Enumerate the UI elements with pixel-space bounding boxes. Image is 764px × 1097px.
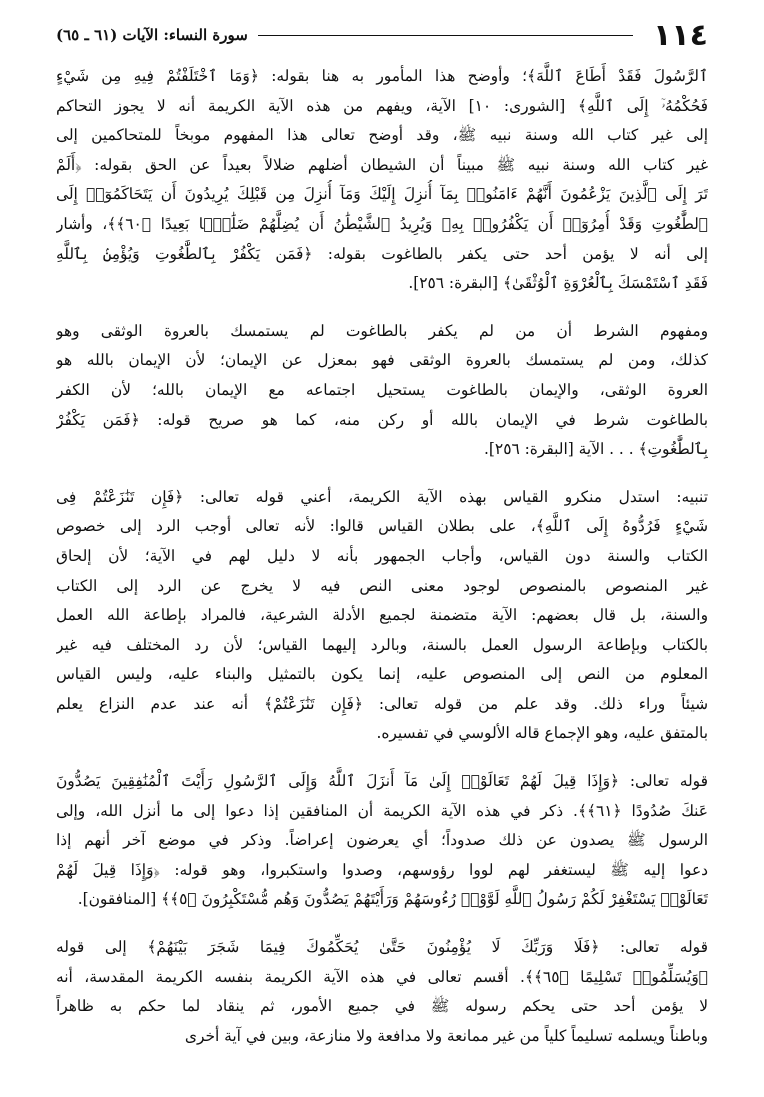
text-line: إلى غير كتاب الله وسنة نبيه ﷺ، وقد أوضح تعالى هذا المفهوم موبخاً للمتحاكمين إلى	[56, 126, 708, 145]
text-line: ٱلطَّٰغُوتِ وَقَدْ أُمِرُوٓا۟ أَن يَكْفُرُوا۟ بِهِۦ وَيُرِيدُ ٱلشَّيْطَٰنُ أَن يُضِلَّهُمْ ضَلَٰلًۢا بَعِيدًا ﴿٦٠﴾﴾، وأشار	[56, 214, 708, 233]
text-line: غير كتاب الله وسنة نبيه ﷺ مبيناً أن الشيطان أضلهم ضلالاً بعيداً عن الحق بقوله: ﴿أَلَمْ	[56, 155, 708, 174]
header-rule	[258, 35, 633, 36]
text-line: تَرَ إِلَى ٱلَّذِينَ يَزْعُمُونَ أَنَّهُمْ ءَامَنُوا۟ بِمَآ أُنزِلَ إِلَيْكَ وَمَآ أُنزِلَ مِن قَبْلِكَ يُرِيدُونَ أَن يَتَحَاكَمُوٓا۟ إِلَى	[56, 185, 708, 204]
text-line: شَيْءٍ فَرُدُّوهُ إِلَى ٱللَّهِ﴾، على بطلان القياس قالوا: لأنه تعالى أوجب الرد إلى خصوص	[56, 517, 708, 536]
text-line: بالمتفق عليه، وهو الإجماع قاله الألوسي في تفسيره.	[376, 724, 708, 743]
text-line: تنبيه: استدل منكرو القياس بهذه الآية الكريمة، أعني قوله تعالى: ﴿فَإِن تَنَٰزَعْتُمْ فِى	[56, 487, 708, 506]
text-line: المعلوم من النص إلى المنصوص عليه، إنما يكون بالتمثيل والبناء عليه، وليس القياس	[56, 665, 708, 684]
page-body	[56, 62, 708, 1069]
text-line: بالكتاب وبإطاعة الرسول العمل بالسنة، وبالرد إليهما القياس؛ لأن رد المختلف فيه غير	[56, 635, 708, 654]
text-line: عَنكَ صُدُودًا ﴿٦١﴾﴾. ذكر في هذه الآية الكريمة أن المنافقين إذا دعوا إلى ما أنزل الله، وإلى	[56, 801, 708, 820]
text-line: تَعَالَوْا۟ يَسْتَغْفِرْ لَكُمْ رَسُولُ ٱللَّهِ لَوَّوْا۟ رُءُوسَهُمْ وَرَأَيْتَهُمْ يَصُدُّونَ وَهُم مُّسْتَكْبِرُونَ ﴿٥﴾﴾ [المنافقون].	[77, 890, 708, 909]
paragraph	[56, 483, 708, 749]
page-header	[56, 18, 708, 52]
text-line: لا يؤمن أحد حتى يحكم رسوله ﷺ في جميع الأمور، ثم ينقاد لما حكم به ظاهراً	[56, 997, 708, 1016]
text-line: الكتاب والسنة دون القياس، وأجاب الجمهور بأنه لا دليل لهم في الآية؛ لأن إلحاق	[56, 546, 708, 565]
text-line: قوله تعالى: ﴿فَلَا وَرَبِّكَ لَا يُؤْمِنُونَ حَتَّىٰ يُحَكِّمُوكَ فِيمَا شَجَرَ بَيْنَهُمْ﴾ إلى قوله	[56, 938, 708, 957]
text-line: فَحُكْمُهُۥٓ إِلَى ٱللَّهِ﴾ [الشورى: ١٠] الآية، ويفهم من هذه الآية الكريمة أنه لا يجوز التحاكم	[56, 96, 708, 115]
text-line: ٱلرَّسُولَ فَقَدْ أَطَاعَ ٱللَّهَ﴾؛ وأوضح هذا المأمور به هنا بقوله: ﴿وَمَا ٱخْتَلَفْتُمْ فِيهِ مِن شَيْءٍ	[56, 67, 708, 85]
running-title: سورة النساء: الآيات (٦١ ـ ٦٥)	[56, 26, 248, 44]
text-line: ومفهوم الشرط أن من لم يكفر بالطاغوت لم يستمسك بالعروة الوثقى وهو	[56, 321, 708, 340]
text-line: ﴿وَيُسَلِّمُوا۟ تَسْلِيمًا ﴿٦٥﴾﴾. أقسم تعالى في هذه الآية الكريمة بنفسه الكريمة المقدسة، أنه	[56, 967, 708, 986]
text-line: غير المنصوص بالمنصوص لوجود معنى النص فيه لا يخرج عن الرد إلى الكتاب	[56, 576, 708, 595]
text-line: إلى أنه لا يؤمن أحد حتى يكفر بالطاغوت بقوله: ﴿فَمَن يَكْفُرْ بِٱلطَّٰغُوتِ وَيُؤْمِنۢ بِٱللَّهِ	[56, 244, 708, 263]
text-line: قوله تعالى: ﴿وَإِذَا قِيلَ لَهُمْ تَعَالَوْا۟ إِلَىٰ مَآ أَنزَلَ ٱللَّهُ وَإِلَى ٱلرَّسُولِ رَأَيْتَ ٱلْمُنَٰفِقِينَ يَصُدُّونَ	[56, 772, 708, 791]
text-line: فَقَدِ ٱسْتَمْسَكَ بِٱلْعُرْوَةِ ٱلْوُثْقَىٰ﴾ [البقرة: ٢٥٦].	[408, 274, 708, 293]
text-line: بالطاغوت شرط في الإيمان بالله أو ركن منه، كما هو صريح قوله: ﴿فَمَن يَكْفُرْ	[56, 410, 708, 429]
text-line: العروة الوثقى، والإيمان بالطاغوت يستحيل اجتماعه مع الإيمان بالله؛ لأن الكفر	[56, 380, 708, 399]
text-line: دعوا إليه ﷺ ليستغفر لهم لووا رؤوسهم، وصدوا واستكبروا، وهو قوله: ﴿وَإِذَا قِيلَ لَهُمْ	[56, 860, 708, 879]
text-line: والسنة، بل قال بعضهم: الآية متضمنة لجميع الأدلة الشرعية، فالمراد بإطاعة الله العمل	[56, 606, 708, 625]
text-line: شيئاً وراء ذلك. وقد علم من قوله تعالى: ﴿فَإِن تَنَٰزَعْتُمْ﴾ أنه عند عدم النزاع يعلم	[56, 694, 708, 713]
paragraph	[56, 317, 708, 465]
text-line: كذلك، ومن لم يستمسك بالعروة الوثقى فهو بمعزل عن الإيمان؛ لأن الإيمان بالله هو	[56, 351, 708, 370]
paragraph	[56, 767, 708, 915]
page-number: ١١٤	[653, 17, 708, 53]
paragraph	[56, 62, 708, 299]
text-line: الرسول ﷺ يصدون عن ذلك صدوداً؛ أي يعرضون إعراضاً. وذكر في موضع آخر أنهم إذا	[56, 831, 708, 850]
paragraph	[56, 933, 708, 1051]
text-line: وباطناً ويسلمه تسليماً كلياً من غير ممانعة ولا مدافعة ولا منازعة، وبين في آية أخرى	[184, 1026, 708, 1045]
text-line: بِٱلطَّٰغُوتِ﴾ . . . الآية [البقرة: ٢٥٦].	[484, 440, 708, 459]
